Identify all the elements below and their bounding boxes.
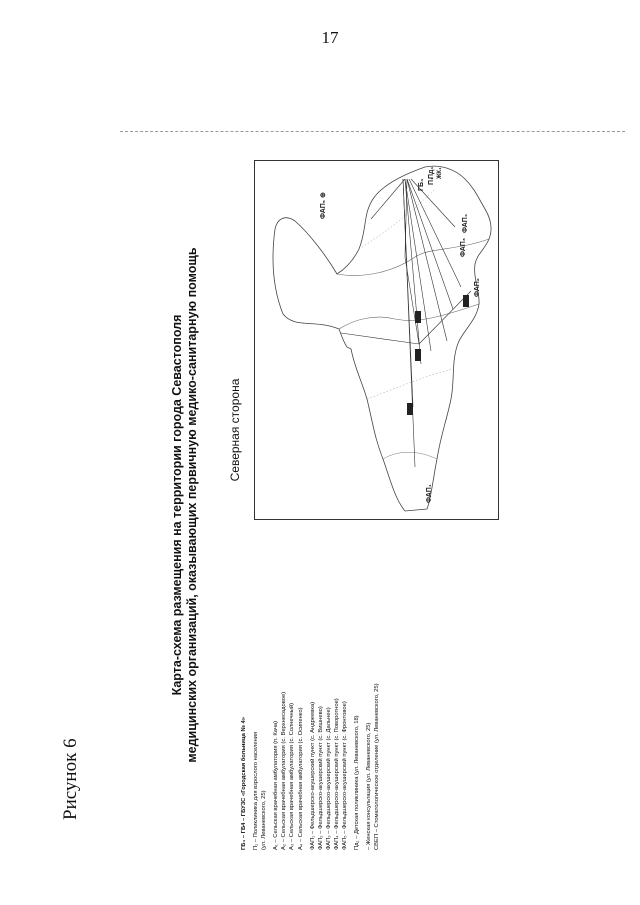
map-box	[415, 349, 421, 361]
legend-fap5: ФАП₅ – Фельдшерско-акушерский пункт (с. Фронтовое)	[342, 701, 349, 850]
map-title	[170, 160, 200, 850]
map-legend	[240, 600, 381, 850]
connection-line	[341, 333, 419, 344]
legend-p1-address: (ул. Леваневского, 25)	[261, 790, 268, 850]
connection-line	[407, 179, 453, 309]
header-divider	[120, 131, 625, 132]
marker-fap3: ФАП₃	[460, 237, 467, 257]
page-number: 17	[321, 28, 339, 47]
legend-pd: Пд₁ – Детская поликлиника (ул. Леваневского, 18)	[354, 715, 361, 850]
marker-gb: ГБ₄	[418, 178, 425, 191]
figure-caption: Рисунок 6	[60, 738, 81, 820]
legend-sto: СВЕП – Стоматологическое отделение (ул. Леваневского, 25)	[374, 683, 381, 850]
connection-line	[409, 179, 461, 287]
legend-a1: А₁ – Сельская врачебная амбулатория (п. Кача)	[273, 720, 280, 850]
hub-markers	[418, 167, 443, 191]
marker-pd: Пд₁	[428, 166, 435, 179]
marker-fap4: ФАП₄	[462, 213, 469, 233]
marker-zhk: ЖК₁	[437, 167, 443, 179]
map-box	[463, 295, 469, 307]
title-line-2: медицинских организаций, оказывающих первичную медико-санитарную помощь	[185, 247, 199, 763]
connection-line	[405, 257, 419, 344]
marker-fap2: ФАП₂	[474, 278, 481, 297]
marker-fap1: ФАП₁	[426, 484, 433, 503]
marker-fap5: ФАП₅ ⊕	[320, 192, 327, 219]
road-dotted	[359, 189, 435, 249]
marker-p: П₁	[428, 177, 435, 185]
title-line-1: Карта-схема размещения на территории города Севастополя	[170, 314, 184, 696]
rotated-figure	[170, 160, 530, 850]
legend-gb: ГБ₄ – ГБ4 – ГБУЗС «Городская больница № 4»	[241, 717, 247, 850]
district-boundary-west	[383, 452, 437, 459]
legend-fap1: ФАП₁ – Фельдшерско-акушерский пункт (с. Андреевка)	[309, 701, 316, 850]
legend-zhk: – Женская консультация (ул. Леваневского, 25)	[366, 722, 373, 850]
legend-a2: А₂ – Сельская врачебная амбулатория (с. Верхнесадовое)	[281, 691, 288, 850]
connection-line	[407, 179, 447, 341]
legend-a3: А₃ – Сельская врачебная амбулатория (с. Солнечный)	[289, 702, 296, 850]
legend-fap2: ФАП₂ – Фельдшерско-акушерский пункт (с. Вишнево)	[317, 706, 324, 850]
legend-p1: П₁ – Поликлиника для взрослого населения	[253, 731, 260, 850]
map-box	[407, 403, 413, 415]
legend-fap3: ФАП₃ – Фельдшерско-акушерский пункт (с. Дальнее)	[325, 707, 332, 850]
road-dotted	[367, 369, 453, 399]
map-box	[415, 311, 421, 323]
map-canvas	[255, 159, 500, 519]
legend-a4: А₄ – Сельская врачебная амбулатория (с. Осипенко)	[297, 707, 304, 850]
map-region-label: Северная сторона	[228, 378, 242, 482]
service-connections	[341, 179, 471, 467]
legend-fap4: ФАП₄ – Фельдшерско-акушерский пункт (с. Поворотное)	[333, 698, 340, 850]
map-frame	[254, 160, 499, 520]
